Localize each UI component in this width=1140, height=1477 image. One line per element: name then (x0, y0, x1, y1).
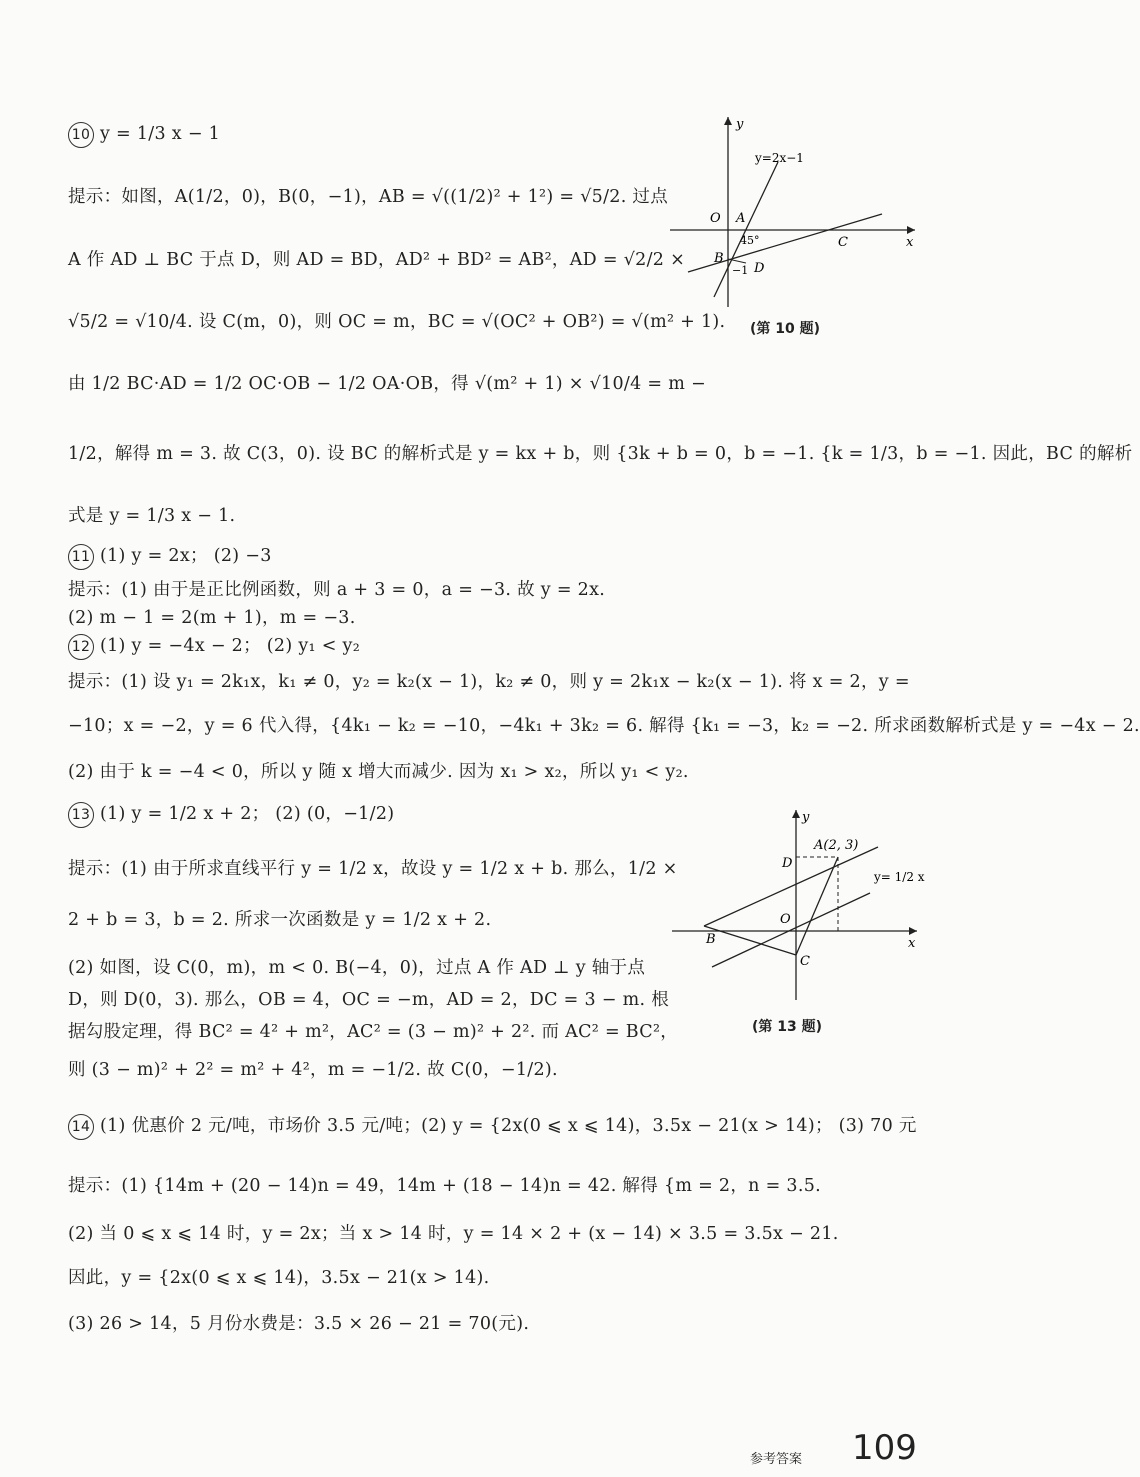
p14-line-3: 因此，y = {2x(0 ⩽ x ⩽ 14)，3.5x − 21(x > 14). (68, 1268, 490, 1288)
figure-10 (670, 112, 930, 312)
fig10-x-label: x (906, 235, 914, 250)
fig10-angle-label: 45° (740, 234, 760, 247)
fig13-y-label: y (802, 810, 810, 825)
fig13-o-label: O (780, 912, 791, 927)
problem-number: 10 (68, 122, 94, 148)
p13-line-3: (2) 如图，设 C(0，m)，m < 0. B(−4，0)，过点 A 作 AD ⊥ y 轴于点 (68, 958, 646, 978)
p12-line-2: −10；x = −2，y = 6 代入得，{4k₁ − k₂ = −10，−4k₁ + 3k₂ = 6. 解得 {k₁ = −3，k₂ = −2. 所求函数解析式是 y = −4x − 2. (68, 716, 1140, 736)
p10-line-5: 1/2，解得 m = 3. 故 C(3，0). 设 BC 的解析式是 y = kx + b，则 {3k + b = 0，b = −1. {k = 1/3，b = −1. 因此，BC 的解析 (68, 444, 1133, 464)
fig10-o-label: O (710, 211, 721, 226)
p14-line-4: (3) 26 > 14，5 月份水费是：3.5 × 26 − 21 = 70(元). (68, 1314, 530, 1334)
p12-line-0: 12 (1) y = −4x − 2； (2) y₁ < y₂ (68, 632, 360, 660)
p14-line-2: (2) 当 0 ⩽ x ⩽ 14 时，y = 2x；当 x > 14 时，y = 14 × 2 + (x − 14) × 3.5 = 3.5x − 21. (68, 1224, 839, 1244)
fig13-d-label: D (782, 856, 793, 871)
problem-number: 14 (68, 1114, 94, 1140)
p12-line-3: (2) 由于 k = −4 < 0，所以 y 随 x 增大而减少. 因为 x₁ > x₂，所以 y₁ < y₂. (68, 762, 689, 782)
figure-13 (672, 805, 932, 1005)
figure-10-caption: (第 10 题) (750, 321, 821, 337)
fig10-y-label: y (736, 117, 744, 132)
p12-line-1: 提示：(1) 设 y₁ = 2k₁x，k₁ ≠ 0，y₂ = k₂(x − 1)，k₂ ≠ 0，则 y = 2k₁x − k₂(x − 1). 将 x = 2，y = (68, 672, 910, 692)
p11-line-0: 11 (1) y = 2x； (2) −3 (68, 542, 272, 570)
p13-line-1: 提示：(1) 由于所求直线平行 y = 1/2 x，故设 y = 1/2 x + b. 那么，1/2 × (68, 859, 678, 879)
p11-line-1: 提示：(1) 由于是正比例函数，则 a + 3 = 0，a = −3. 故 y = 2x. (68, 580, 606, 600)
fig10-c-label: C (838, 235, 848, 250)
fig13-x-label: x (908, 936, 916, 951)
p10-line-2: A 作 AD ⊥ BC 于点 D，则 AD = BD，AD² + BD² = AB²，AD = √2/2 × (68, 250, 686, 270)
p14-line-1: 提示：(1) {14m + (20 − 14)n = 49，14m + (18 − 14)n = 42. 解得 {m = 2，n = 3.5. (68, 1176, 821, 1196)
fig10-b-label: B (714, 251, 724, 266)
p10-line-6: 式是 y = 1/3 x − 1. (68, 506, 236, 526)
footer-label: 参考答案 (750, 1452, 803, 1467)
p13-line-5: 据勾股定理，得 BC² = 4² + m²，AC² = (3 − m)² + 2². 而 AC² = BC²， (68, 1022, 679, 1042)
problem-number: 11 (68, 544, 94, 570)
fig10-d-label: D (754, 261, 765, 276)
problem-number: 12 (68, 634, 94, 660)
p10-line-3: √5/2 = √10/4. 设 C(m，0)，则 OC = m，BC = √(OC² + OB²) = √(m² + 1). (68, 312, 726, 332)
p13-line-0: 13 (1) y = 1/2 x + 2； (2) (0，−1/2) (68, 800, 394, 828)
p10-line-4: 由 1/2 BC·AD = 1/2 OC·OB − 1/2 OA·OB，得 √(m² + 1) × √10/4 = m − (68, 374, 706, 394)
fig10-minus1-label: −1 (732, 264, 749, 277)
problem-number: 13 (68, 802, 94, 828)
p13-line-6: 则 (3 − m)² + 2² = m² + 4²，m = −1/2. 故 C(0，−1/2). (68, 1060, 558, 1080)
fig10-a-label: A (736, 211, 746, 226)
p13-line-2: 2 + b = 3，b = 2. 所求一次函数是 y = 1/2 x + 2. (68, 910, 492, 930)
p13-line-4: D，则 D(0，3). 那么，OB = 4，OC = −m，AD = 2，DC = 3 − m. 根 (68, 990, 670, 1010)
p14-line-0: 14 (1) 优惠价 2 元/吨，市场价 3.5 元/吨；(2) y = {2x(0 ⩽ x ⩽ 14)，3.5x − 21(x > 14)； (3) 70 元 (68, 1112, 917, 1140)
p11-line-2: (2) m − 1 = 2(m + 1)，m = −3. (68, 608, 356, 628)
p10-line-0: 10 y = 1/3 x − 1 (68, 122, 220, 148)
p10-line-1: 提示：如图，A(1/2，0)，B(0，−1)，AB = √((1/2)² + 1²) = √5/2. 过点 (68, 187, 669, 207)
fig13-line-label: y= 1/2 x (874, 870, 925, 884)
figure-13-caption: (第 13 题) (752, 1019, 823, 1035)
fig13-c-label: C (800, 954, 810, 969)
fig10-line-label: y=2x−1 (755, 151, 804, 165)
fig13-b-label: B (706, 932, 716, 947)
fig13-a-label: A(2, 3) (814, 838, 859, 853)
page-number: 109 (852, 1428, 917, 1468)
